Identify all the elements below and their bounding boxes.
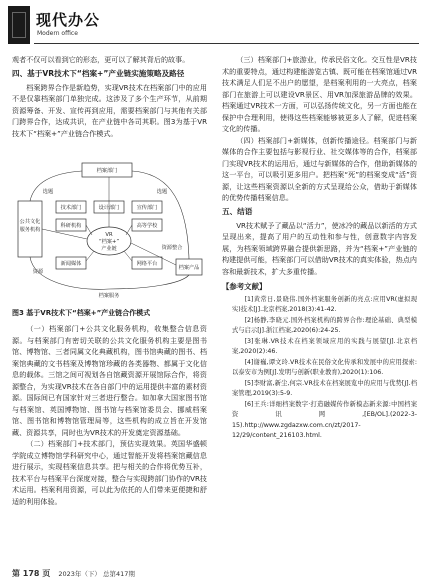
diagram-label-network: 网络平台 — [136, 261, 158, 267]
section-heading: 四、基于VR技术下“档案+”产业链实施策略及路径 — [12, 68, 185, 78]
diagram-label-chain: 产业链 — [101, 246, 117, 252]
diagram-label-tech: 技术部门 — [60, 205, 82, 211]
diagram-label-integration: 资源整合 — [161, 245, 183, 251]
diagram-label-source: 选题 — [42, 189, 54, 195]
issue-info: 2023年（下） 总第417期 — [58, 570, 135, 578]
page-header — [8, 6, 419, 50]
section-heading: 五、结语 — [222, 206, 253, 216]
diagram-label-platform: 选题 — [156, 189, 168, 195]
left-column-lower — [12, 323, 207, 507]
reference-item: [4]谢巍,谭文玲.VR技术在民俗文化传承和发展中的应用探索:以泰安市为例[J].发明与创新(职业教育),2020(1):106. — [232, 358, 417, 376]
reference-item: [6]王兵:详细档案数字·打造融媒传作新模态新来源:中国档案资讯网,[EB/OL].(2022-3-15).http://www.zgdazxw.com.cn/zt/2017-12/29/content_216103.html. — [232, 400, 417, 439]
reference-item: [2]杨静,李晓元.国外档案机构的跨界合作:理论基础、典型模式与启示[J].浙江档案,2020(6):24-25. — [232, 316, 417, 334]
diagram-label-vr: VR — [105, 232, 113, 238]
reference-item: [3]张琳.VR技术在档案领域应用的实践与展望[J].北京档案,2020(2):46. — [232, 337, 417, 355]
reference-item: [5]李财富,新尘,何宗.VR技术在档案展览中的应用与优势[J].档案管理,2019(3):5-9. — [232, 379, 417, 397]
paragraph: VR技术赋予了藏品以“活力”，使冰冷的藏品以新活的方式呈现出来，提高了用户的互动性和参与性，创意数字内容发展，为档案领域跨界融合提供新思路，并为“档案+”产业链的构建提供可能，档案部门可以借助VR技术的真实体验，热点内容和最新技术，扩大多重传播。 — [222, 220, 417, 276]
diagram-label-archive: 档案部门 — [96, 168, 118, 174]
paragraph: （四）档案部门+新媒体，创新传播途径。档案部门与新媒体的合作主要包括与影视行业、社交媒体等的合作，档案部门实现VR技术的运用后，通过与新媒体的合作，借助新媒体的这一平台，可以吸引更多用户。把档案“死”的档案变成“活”资源，让这些档案资源以全新的方式呈现给公众，借助于新媒体的优势传播档案信息。 — [222, 135, 417, 202]
magazine-title: 现代办公 — [36, 11, 101, 29]
left-column — [12, 54, 207, 139]
diagram-label-public-culture: 公共文化 — [19, 219, 41, 225]
references-heading: 【参考文献】 — [222, 282, 267, 291]
diagram-label-service: 档案服务 — [98, 293, 120, 299]
diagram-label-resource: 资源 — [32, 269, 44, 275]
magazine-subtitle: Modern office — [37, 30, 78, 37]
paragraph: （二）档案部门+技术部门，预估实现效果。英国华盛顿学院成立博物馆学科研究中心，通过智能开发将档案馆藏信息进行展示，实现档案信息共享。把与相关的合作将优势互补，技术平台与档案平台深度对接，整合与实现跨部门协作的VR技术运用。档案利用资源，可以此为依托的人们带来更便捷和舒适的利用体验。 — [12, 439, 207, 506]
page-footer — [12, 568, 135, 579]
paragraph: 档案跨界合作是新趋势，实现VR技术在档案部门中的应用不是仅靠档案部门单独完成。这涉及了多个生产环节，从前期资源筹备、开发、宣传再到应用，需要档案部门与其他有关部门跨界合作，达成共识，在产业链中各司其职。图3为基于VR技术下“档案+”产业链合作模式。 — [12, 82, 207, 138]
diagram-label-public-service: 服务机构 — [19, 227, 41, 233]
diagram-label-product: 档案产品 — [178, 265, 200, 271]
diagram-label-archive-plus: “档案+” — [98, 239, 120, 245]
figure-caption: 图3 基于VR技术下“档案+”产业链合作模式 — [12, 309, 151, 317]
diagram-label-media: 新闻媒体 — [60, 261, 82, 267]
diagram-label-research: 科研机构 — [60, 223, 82, 229]
diagram-label-design: 设计部门 — [98, 205, 120, 211]
reference-item: [1]黄常日,景晓伟.国外档案服务创新的亮点:应用VR(虚拟现实)技术[J].北京档案,2018(3):41-42. — [232, 295, 417, 313]
right-column — [222, 54, 417, 442]
diagram-label-university: 高等学校 — [136, 223, 158, 229]
page-number: 第 178 页 — [12, 569, 51, 578]
header-divider — [34, 43, 419, 44]
paragraph: （三）档案部门+旅游业，传承民俗文化。交互性是VR技术的重要特点，通过构建能游览古镇、既可能在档案馆通过VR技术满足人们足不出户的愿望，是档案利用的一大亮点，档案部门在旅游上可以建设VR景区、用VR加深旅游品牌的效果。档案通过VR技术一方面，可以弘扬传统文化，另一方面也能在保护中合理利用，使得这些档案能够被更多人了解，促进档案文化的传播。 — [222, 55, 417, 133]
diagram-label-promo: 宣传部门 — [136, 205, 158, 211]
cooperation-model-diagram — [12, 161, 207, 306]
magazine-logo — [8, 6, 30, 44]
paragraph: （一）档案部门+公共文化服务机构，收集整合信息资源。与档案部门有密切关联的公共文化服务机构主要是图书馆、博物馆、三者同属文化典藏机构，图书馆典藏的图书、档案馆典藏的文书档案及博物馆珍藏的各类器物、都属于文化信息的载体。三馆之间可视划各自馆藏资源开展馆际合作，将资源整合，为实现VR技术在各自部门中的运用提供丰富的素材资源。国际间已有国家针对三者进行整合。如加拿大国家图书馆与档案馆、英国博物馆、图书馆与档案馆委员会、挪威档案馆、图书馆和博物馆管理局等，这些机构的成立旨在开发馆藏、资源共享，同时也为VR技术的开发奠定资源基础。 — [12, 324, 207, 437]
paragraph: 观者不仅可以看到它的形态，更可以了解其背后的故事。 — [12, 55, 190, 64]
